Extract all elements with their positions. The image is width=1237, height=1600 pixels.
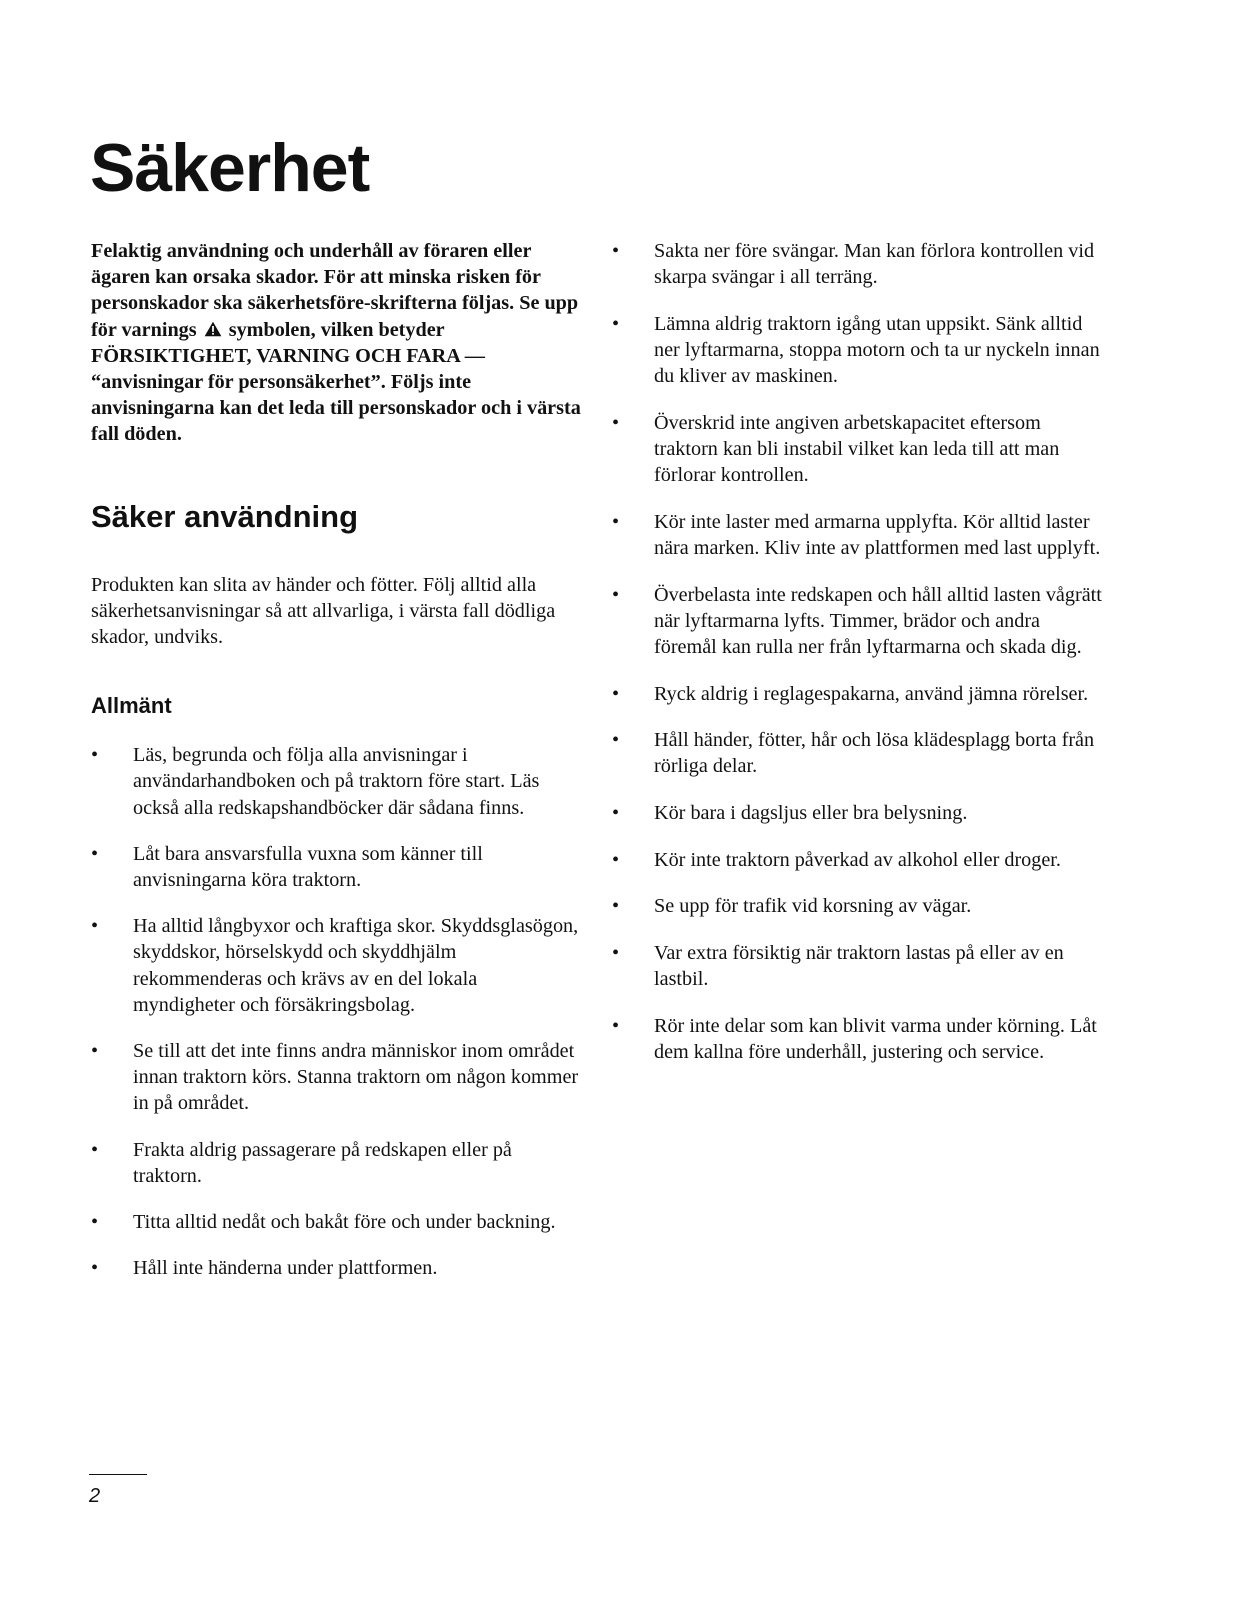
bullet: • xyxy=(612,682,620,705)
bullet: • xyxy=(612,848,620,871)
section-body: Produkten kan slita av händer och fötter. Följ alltid alla säkerhetsanvisningar så att allvarliga, i värsta fall dödliga skador, undviks. xyxy=(91,573,556,649)
list-item-text: Ha alltid långbyxor och kraftiga skor. Skyddsglasögon, skyddskor, hörselskydd och skyddhjälm rekommenderas och krävs av en del lokala myndigheter och försäkringsbolag. xyxy=(133,915,579,1016)
bullet: • xyxy=(91,1138,99,1161)
bullet: • xyxy=(612,411,620,434)
list-item xyxy=(612,509,1102,561)
bullet: • xyxy=(612,1014,620,1037)
list-item xyxy=(91,742,581,821)
list-item-text: Kör bara i dagsljus eller bra belysning. xyxy=(654,801,968,824)
list-item xyxy=(91,1038,581,1117)
list-item xyxy=(91,1255,581,1281)
bullet: • xyxy=(91,915,99,938)
list-item xyxy=(612,847,1102,873)
list-item xyxy=(91,841,581,893)
right-bullet-list xyxy=(612,238,1102,1065)
list-item-text: Läs, begrunda och följa alla anvisningar i användarhandboken och på traktorn före start. Läs också alla redskapshandböcker där sådana finns. xyxy=(133,744,540,819)
list-item xyxy=(91,1137,581,1189)
list-item xyxy=(612,238,1102,290)
intro-text-part-2: symbolen, vilken betyder FÖRSIKTIGHET, VARNING OCH FARA — “anvisningar för personsäkerhet”. Följs inte anvisningarna kan det leda till personskador och i värsta fall döden. xyxy=(91,318,581,446)
list-item-text: Frakta aldrig passagerare på redskapen eller på traktorn. xyxy=(133,1138,512,1187)
list-item-text: Låt bara ansvarsfulla vuxna som känner till anvisningarna köra traktorn. xyxy=(133,842,483,892)
bullet: • xyxy=(612,583,620,606)
footer-divider xyxy=(89,1474,147,1475)
warning-triangle-icon xyxy=(204,321,222,337)
section-heading: Säker användning xyxy=(91,498,359,534)
bullet: • xyxy=(612,729,620,752)
list-item xyxy=(612,940,1102,992)
list-item-text: Sakta ner före svängar. Man kan förlora kontrollen vid skarpa svängar i all terräng. xyxy=(654,240,1095,289)
list-item xyxy=(612,893,1102,919)
left-bullet-list xyxy=(91,742,581,1281)
list-item-text: Håll händer, fötter, hår och lösa klädesplagg borta från rörliga delar. xyxy=(654,729,1095,778)
list-item-text: Ryck aldrig i reglagespakarna, använd jämna rörelser. xyxy=(654,682,1089,705)
bullet: • xyxy=(91,1211,99,1234)
list-item xyxy=(612,800,1102,826)
bullet: • xyxy=(91,842,99,865)
bullet: • xyxy=(612,312,620,335)
list-item xyxy=(91,1209,581,1235)
list-item-text: Se upp för trafik vid korsning av vägar. xyxy=(654,895,972,918)
list-item xyxy=(91,913,581,1018)
bullet: • xyxy=(612,510,620,533)
list-item-text: Kör inte laster med armarna upplyfta. Kör alltid laster nära marken. Kliv inte av plattformen med last upplyft. xyxy=(654,510,1101,559)
page-title: Säkerhet xyxy=(90,130,370,206)
list-item xyxy=(612,1013,1102,1065)
list-item-text: Lämna aldrig traktorn igång utan uppsikt. Sänk alltid ner lyftarmarna, stoppa motorn och ta ur nyckeln innan du kliver av maskinen. xyxy=(654,312,1100,388)
bullet: • xyxy=(612,941,620,964)
bullet: • xyxy=(91,744,99,767)
list-item xyxy=(612,727,1102,779)
list-item-text: Kör inte traktorn påverkad av alkohol eller droger. xyxy=(654,848,1061,871)
list-item-text: Titta alltid nedåt och bakåt före och under backning. xyxy=(133,1211,556,1234)
list-item-text: Överskrid inte angiven arbetskapacitet eftersom traktorn kan bli instabil vilket kan leda till att man förlorar kontrollen. xyxy=(654,411,1060,487)
safety-intro xyxy=(91,238,581,448)
bullet: • xyxy=(91,1257,99,1280)
list-item xyxy=(612,410,1102,489)
list-item-text: Var extra försiktig när traktorn lastas på eller av en lastbil. xyxy=(654,941,1064,990)
bullet: • xyxy=(612,895,620,918)
list-item-text: Se till att det inte finns andra människor inom området innan traktorn körs. Stanna traktorn om någon kommer in på området. xyxy=(133,1040,579,1115)
page-number: 2 xyxy=(89,1485,101,1507)
list-item-text: Överbelasta inte redskapen och håll alltid lasten vågrätt när lyftarmarna lyfts. Timmer, brädor och andra föremål kan rulla ner från lyftarmarna och skada dig. xyxy=(654,583,1102,658)
bullet: • xyxy=(91,1040,99,1063)
list-item-text: Håll inte händerna under plattformen. xyxy=(133,1257,438,1280)
list-item xyxy=(612,311,1102,390)
list-item xyxy=(612,582,1102,661)
bullet: • xyxy=(612,801,620,824)
list-item-text: Rör inte delar som kan blivit varma under körning. Låt dem kallna före underhåll, justering och service. xyxy=(654,1014,1097,1063)
right-column xyxy=(612,238,1102,1085)
subsection-heading: Allmänt xyxy=(91,693,172,719)
left-column xyxy=(91,238,581,1301)
intro-text-part-1: Felaktig användning och underhåll av föraren eller ägaren kan orsaka skador. För att minska risken för personskador ska säkerhetsföre-skrifterna följas. Se upp för varnings xyxy=(91,240,579,341)
bullet: • xyxy=(612,240,620,262)
list-item xyxy=(612,681,1102,707)
